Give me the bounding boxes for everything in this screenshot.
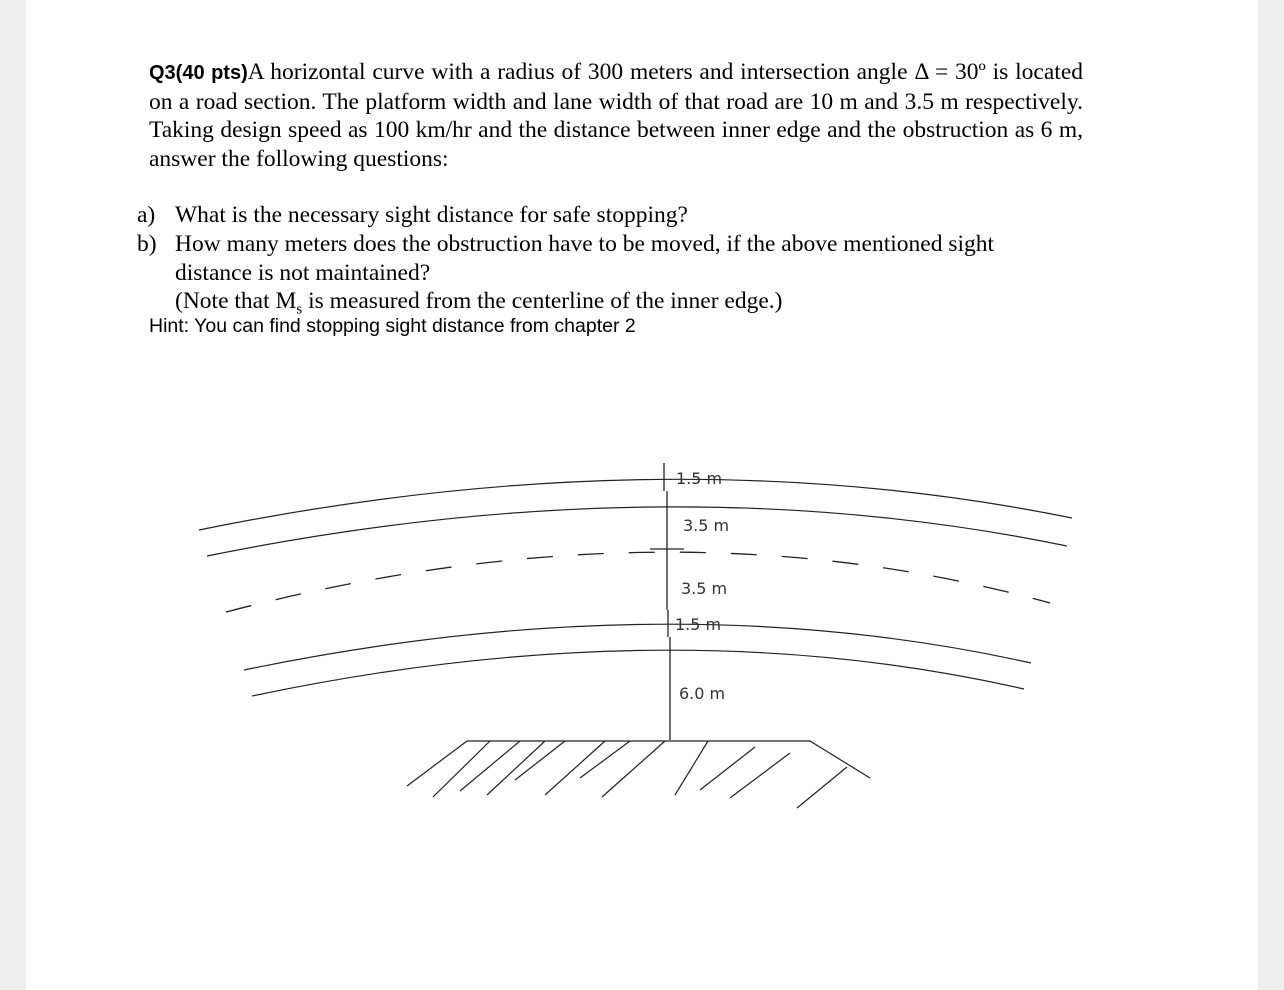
hatch-line (580, 741, 630, 778)
obstruction-hatching (407, 741, 870, 808)
outer-shoulder-edge (199, 479, 1072, 530)
dim-label-outer-lane: 3.5 m (683, 516, 730, 535)
question-heading: Q3(40 pts) (149, 62, 248, 84)
dim-label-inner-shoulder: 1.5 m (675, 615, 722, 634)
dim-label-outer-shoulder: 1.5 m (676, 469, 723, 488)
hatch-line (602, 741, 665, 797)
hatch-line (515, 741, 565, 780)
inner-pavement-edge (244, 624, 1031, 670)
hatch-line (487, 741, 545, 795)
obstruction-top-edge (467, 741, 870, 778)
note-suffix: is measured from the centerline of the inner edge.) (302, 288, 783, 314)
hatch-line (407, 741, 467, 786)
hatch-line (460, 741, 520, 791)
outer-pavement-edge (207, 507, 1067, 556)
hatch-line (700, 747, 755, 790)
note-prefix: (Note that M (175, 288, 297, 314)
hint-text: Hint: You can find stopping sight distance from chapter 2 (149, 315, 636, 337)
note-subscript: s (296, 301, 303, 318)
centerline-dashed (226, 552, 1050, 612)
inner-shoulder-edge (252, 650, 1024, 696)
part-b-text: How many meters does the obstruction have to be moved, if the above mentioned sight distance is not maintained? (175, 231, 995, 286)
hatch-line (797, 767, 847, 808)
dim-label-obstruction-offset: 6.0 m (679, 684, 726, 703)
dim-label-inner-lane: 3.5 m (681, 579, 728, 598)
part-a-marker: a) (137, 202, 156, 228)
part-b-marker: b) (137, 231, 157, 257)
question-body: A horizontal curve with a radius of 300 meters and intersection angle Δ = 30º is located on a road section. The platform width and lane width of that road are 10 m and 3.5 m respectively. Taking design speed as 100 km/hr and the distance between inner edge and the obstruction as 6 m, answer the following questions: (149, 59, 1083, 173)
part-a-text: What is the necessary sight distance for safe stopping? (175, 202, 688, 228)
hatch-line (433, 741, 490, 797)
